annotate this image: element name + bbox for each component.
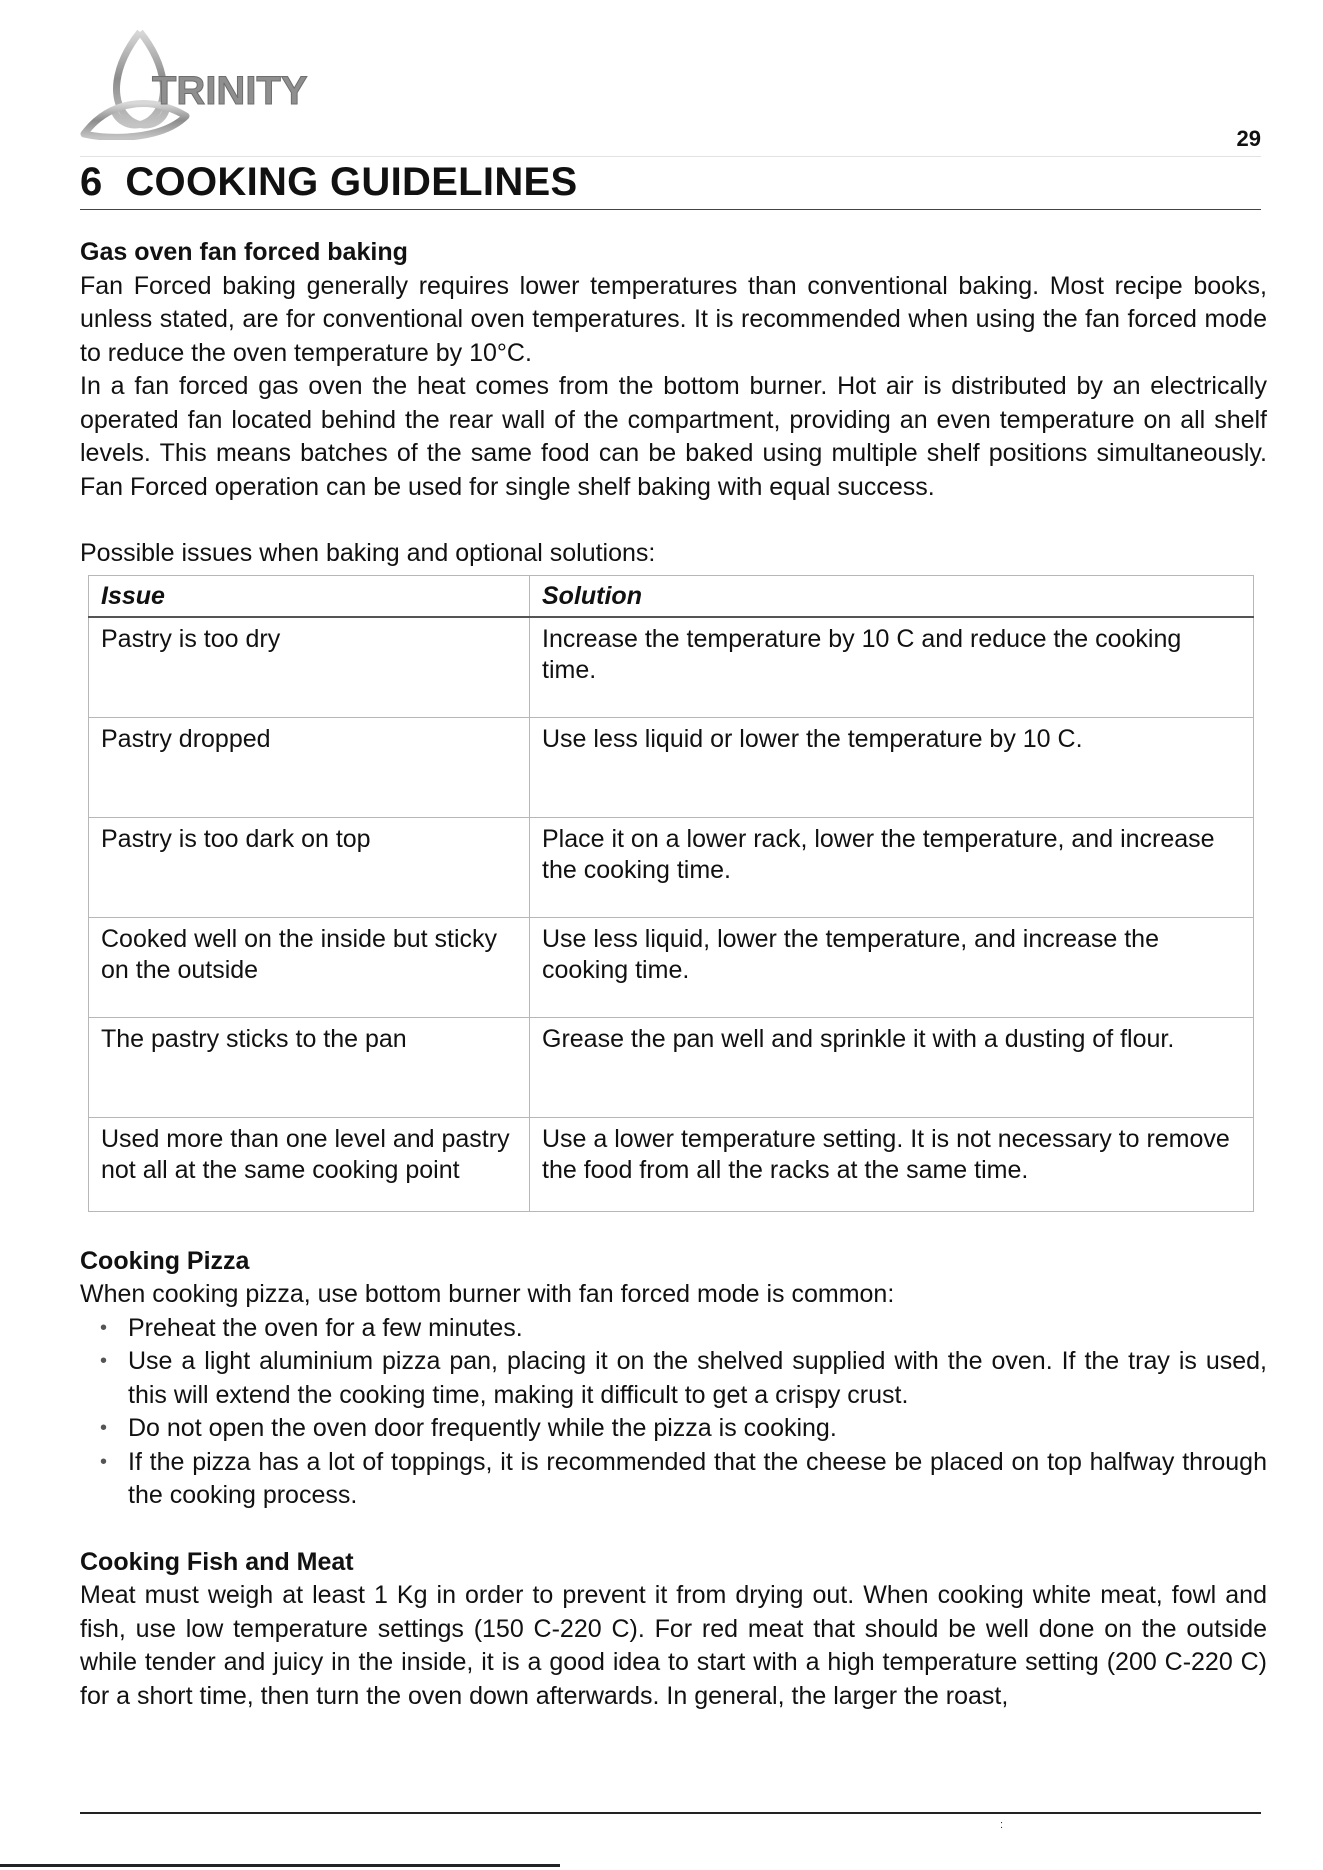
solution-cell: Use less liquid, lower the temperature, and increase the cooking time. [530,917,1254,1017]
table-row [89,717,1254,817]
page-edge-line [0,1864,560,1867]
header-divider [80,156,1261,157]
solution-cell: Place it on a lower rack, lower the temperature, and increase the cooking time. [530,817,1254,917]
bullet-icon: • [100,1316,108,1339]
paragraph-pizza-intro: When cooking pizza, use bottom burner with fan forced mode is common: [80,1280,895,1308]
paragraph-meat: Meat must weigh at least 1 Kg in order to prevent it from drying out. When cooking white meat, fowl and fish, use low temperature settings (150 C-220 C). For red meat that should be well done on the outside while tender and juicy in the inside, it is a good idea to start with a high temperature setting (200 C-220 C) for a short time, then turn the oven down afterwards. In general, the larger the roast, [80,1581,1267,1710]
list-item-text: Use a light aluminium pizza pan, placing it on the shelved supplied with the oven. If the tray is used, this will extend the cooking time, making it difficult to get a crispy crust. [128,1347,1267,1409]
table-row [89,1017,1254,1117]
table-row [89,1117,1254,1211]
solution-cell: Use less liquid or lower the temperature by 10 C. [530,717,1254,817]
list-item-text: Do not open the oven door frequently while the pizza is cooking. [128,1414,837,1442]
list-item-text: If the pizza has a lot of toppings, it is recommended that the cheese be placed on top halfway through the cooking process. [128,1447,1267,1509]
footer-divider [80,1812,1261,1814]
footer-mark: : [1000,1819,1004,1831]
chapter-title [80,160,577,205]
solution-cell: Increase the temperature by 10 C and reduce the cooking time. [530,617,1254,718]
chapter-title-text: COOKING GUIDELINES [125,160,578,204]
table-row [89,817,1254,917]
page-content [80,236,1267,1713]
table-intro: Possible issues when baking and optional solutions: [80,539,656,567]
issues-table [88,575,1254,1212]
issue-cell: Pastry is too dry [89,617,530,718]
pizza-tips-list [80,1312,1267,1513]
section-heading-pizza: Cooking Pizza [80,1246,250,1275]
list-item [80,1312,1267,1346]
issue-cell: Pastry is too dark on top [89,817,530,917]
list-item [80,1345,1267,1412]
table-row [89,917,1254,1017]
issue-cell: The pastry sticks to the pan [89,1017,530,1117]
column-header-issue: Issue [89,575,530,617]
column-header-solution: Solution [530,575,1254,617]
trinity-logo [78,24,398,140]
bullet-icon: • [100,1417,108,1439]
chapter-divider [80,209,1261,210]
paragraph-gas-2: In a fan forced gas oven the heat comes from the bottom burner. Hot air is distributed by an electrically operated fan located behind the rear wall of the compartment, providing an even temperature on all shelf levels. This means batches of the same food can be baked using multiple shelf positions simultaneously. Fan Forced operation can be used for single shelf baking with equal success. [80,372,1267,501]
issue-cell: Pastry dropped [89,717,530,817]
page-number: 29 [1236,126,1261,151]
table-header-row [89,575,1254,617]
solution-cell: Grease the pan well and sprinkle it with a dusting of flour. [530,1017,1254,1117]
paragraph-gas-1: Fan Forced baking generally requires lower temperatures than conventional baking. Most recipe books, unless stated, are for conventional oven temperatures. It is recommended when using the fan forced mode to reduce the oven temperature by 10°C. [80,271,1267,367]
issue-cell: Used more than one level and pastry not all at the same cooking point [89,1117,530,1211]
bullet-icon: • [100,1350,108,1372]
bullet-icon: • [100,1450,108,1473]
issue-cell: Cooked well on the inside but sticky on the outside [89,917,530,1017]
logo-text: TRINITY [152,69,308,113]
chapter-number: 6 [80,160,103,204]
table-row [89,617,1254,718]
section-heading-gas: Gas oven fan forced baking [80,238,408,266]
solution-cell: Use a lower temperature setting. It is not necessary to remove the food from all the racks at the same time. [530,1117,1254,1211]
section-heading-meat: Cooking Fish and Meat [80,1547,354,1576]
list-item [80,1412,1267,1446]
list-item-text: Preheat the oven for a few minutes. [128,1313,523,1342]
list-item [80,1446,1267,1513]
